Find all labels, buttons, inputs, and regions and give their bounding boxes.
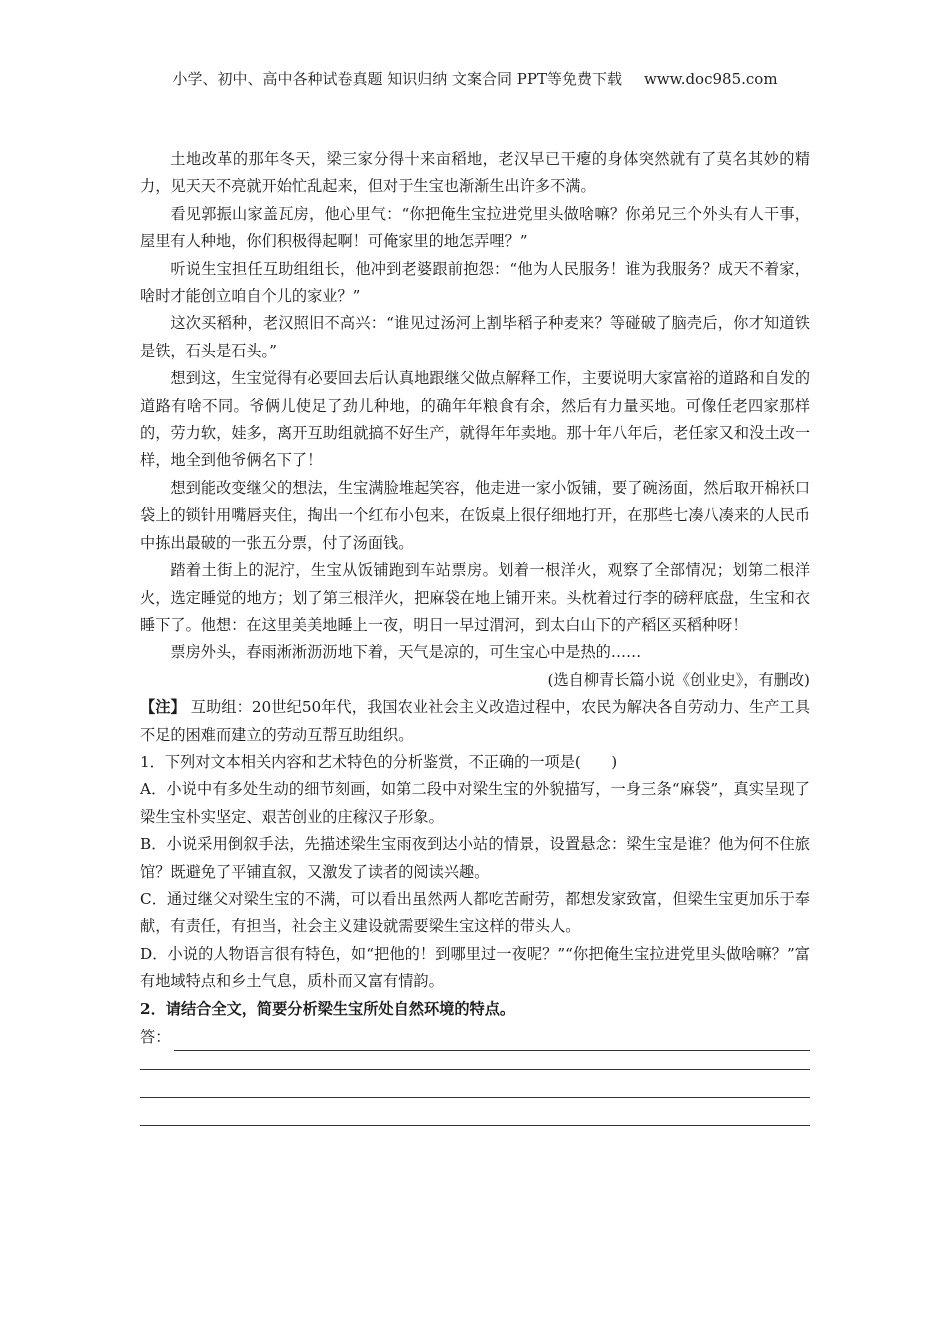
- question-1-option-d: D．小说的人物语言很有特色，如“把他的！到哪里过一夜呢？”“你把俺生宝拉进党里头做啥嘛？”富有地域特点和乡土气息，质朴而又富有情韵。: [140, 944, 810, 991]
- question-2-stem: 2．请结合全文，简要分析梁生宝所处自然环境的特点。: [140, 999, 516, 1018]
- answer-underline: [174, 1032, 810, 1051]
- page-header: [0, 68, 950, 89]
- answer-line-4[interactable]: [140, 1107, 810, 1135]
- answer-label: 答：: [140, 1027, 171, 1046]
- passage-paragraph-5: 想到这，生宝觉得有必要回去后认真地跟继父做点解释工作，主要说明大家富裕的道路和自发的道路有啥不同。爷俩儿使足了劲儿种地，的确年年粮食有余，然后有力量买地。可像任老四家那样的，劳力软，娃多，离开互助组就搞不好生产，就得年年卖地。那十年八年后，老任家又和没土改一样，地全到他爷俩名下了！: [140, 369, 810, 470]
- footnote-text: 互助组：20世纪50年代，我国农业社会主义改造过程中，农民为解决各自劳动力、生产工具不足的困难而建立的劳动互帮互助组织。: [140, 698, 811, 744]
- answer-line-2[interactable]: [140, 1051, 810, 1079]
- header-text: 小学、初中、高中各种试卷真题 知识归纳 文案合同 PPT等免费下载: [172, 70, 622, 88]
- footnote: [140, 694, 810, 749]
- passage-paragraph-8: 票房外头，春雨淅淅沥沥地下着，天气是凉的，可生宝心中是热的……: [170, 643, 642, 662]
- question-1-option-c: C．通过继父对梁生宝的不满，可以看出虽然两人都吃苦耐劳，都想发家致富，但梁生宝更加乐于奉献，有责任，有担当，社会主义建设就需要梁生宝这样的带头人。: [140, 889, 810, 936]
- passage-paragraph-1: 土地改革的那年冬天，梁三家分得十来亩稻地，老汉早已干瘪的身体突然就有了莫名其妙的精力，见天天不亮就开始忙乱起来，但对于生宝也渐渐生出许多不满。: [140, 150, 810, 196]
- passage-paragraph-3: 听说生宝担任互助组组长，他冲到老婆跟前抱怨：“他为人民服务！谁为我服务？成天不着家，啥时才能创立咱自个儿的家业？”: [140, 259, 810, 306]
- footnote-tag: 【注】: [140, 698, 186, 717]
- passage-paragraph-2: 看见郭振山家盖瓦房，他心里气：“你把俺生宝拉进党里头做啥嘛？你弟兄三个外头有人干事，屋里有人种地，你们积极得起啊！可俺家里的地怎弄哩？”: [140, 204, 810, 251]
- question-1-option-b: B．小说采用倒叙手法，先描述梁生宝雨夜到达小站的情景，设置悬念：梁生宝是谁？他为何不住旅馆？既避免了平铺直叙，又激发了读者的阅读兴趣。: [140, 835, 810, 881]
- passage-paragraph-4: 这次买稻种，老汉照旧不高兴：“谁见过汤河上割毕稻子种麦来？等碰破了脑壳后，你才知道铁是铁，石头是石头。”: [140, 314, 810, 360]
- answer-line-3[interactable]: [140, 1079, 810, 1107]
- passage-paragraph-7: 踏着土街上的泥泞，生宝从饭铺跑到车站票房。划着一根洋火，观察了全部情况；划第二根洋火，选定睡觉的地方；划了第三根洋火，把麻袋在地上铺开来。头枕着过行李的磅秤底盘，生宝和衣睡下了。他想：在这里美美地睡上一夜，明日一早过渭河，到太白山下的产稻区买稻种呀！: [140, 561, 810, 634]
- passage-source: (选自柳青长篇小说《创业史》，有删改): [547, 670, 810, 689]
- question-1-stem: 1．下列对文本相关内容和艺术特色的分析鉴赏，不正确的一项是( ): [140, 752, 618, 771]
- question-1-option-a: A．小说中有多处生动的细节刻画，如第二段中对梁生宝的外貌描写，一身三条“麻袋”，真实呈现了梁生宝朴实坚定、艰苦创业的庄稼汉子形象。: [140, 780, 810, 826]
- header-site: www.doc985.com: [643, 70, 778, 88]
- document-body: [140, 146, 810, 1135]
- passage-paragraph-6: 想到能改变继父的想法，生宝满脸堆起笑容，他走进一家小饭铺，要了碗汤面，然后取开棉袄口袋上的锁针用嘴唇夹住，掏出一个红布小包来，在饭桌上很仔细地打开，在那些七凑八凑来的人民币中拣出最破的一张五分票，付了汤面钱。: [140, 478, 810, 552]
- answer-line-1[interactable]: [140, 1023, 810, 1051]
